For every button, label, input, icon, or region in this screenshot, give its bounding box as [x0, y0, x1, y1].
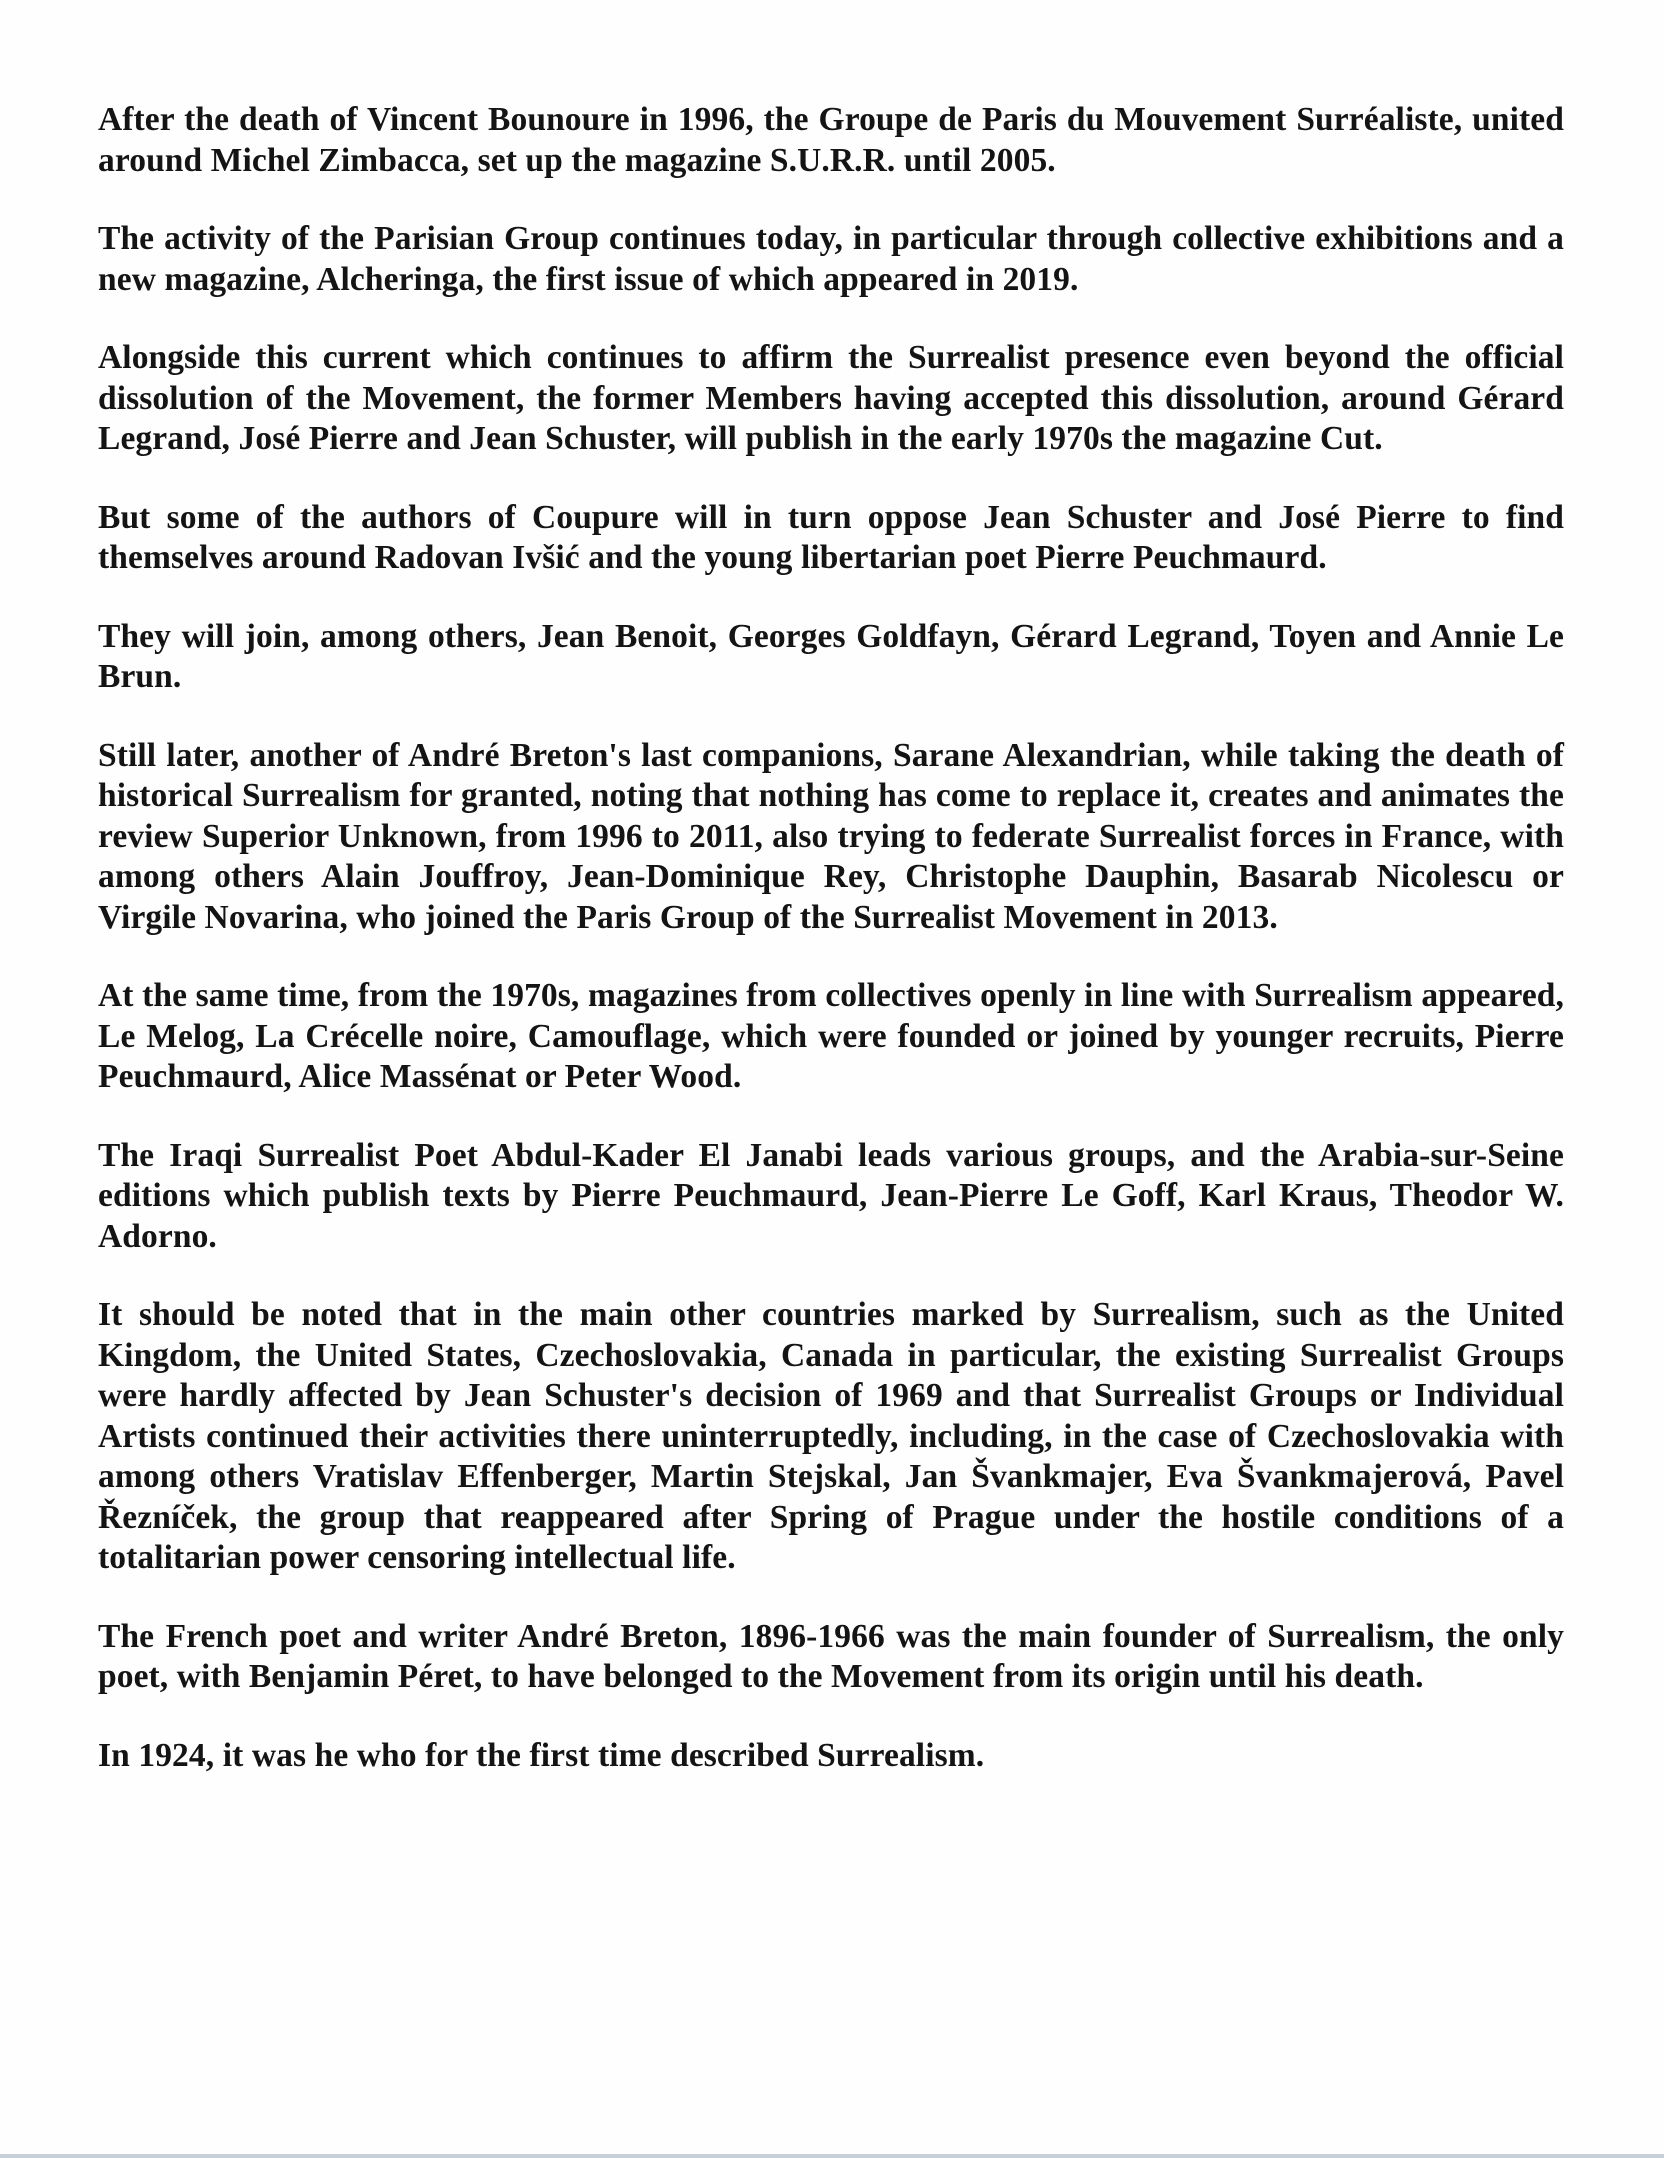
paragraph: But some of the authors of Coupure will in turn oppose Jean Schuster and José Pierre to find themselves around Radovan Ivšić and the young libertarian poet Pierre Peuchmaurd.: [98, 498, 1564, 576]
paragraph: Alongside this current which continues to affirm the Surrealist presence even beyond the official dissolution of the Movement, the former Members having accepted this dissolution, around Gérard Legrand, José Pierre and Jean Schuster, will publish in the early 1970s the magazine Cut.: [98, 339, 1564, 457]
scan-edge-divider: [0, 2154, 1664, 2158]
paragraph: The Iraqi Surrealist Poet Abdul-Kader El Janabi leads various groups, and the Arabia-sur-Seine editions which publish texts by Pierre Peuchmaurd, Jean-Pierre Le Goff, Karl Kraus, Theodor W. Adorno.: [98, 1136, 1564, 1255]
article-body: [98, 100, 1564, 1814]
paragraph: After the death of Vincent Bounoure in 1996, the Groupe de Paris du Mouvement Surréaliste, united around Michel Zimbacca, set up the magazine S.U.R.R. until 2005.: [98, 101, 1564, 179]
paragraph: The French poet and writer André Breton, 1896-1966 was the main founder of Surrealism, the only poet, with Benjamin Péret, to have belonged to the Movement from its origin until his death.: [98, 1617, 1564, 1695]
paragraph: Still later, another of André Breton's last companions, Sarane Alexandrian, while taking the death of historical Surrealism for granted, noting that nothing has come to replace it, creates and animates the review Superior Unknown, from 1996 to 2011, also trying to federate Surrealist forces in France, with among others Alain Jouffroy, Jean-Dominique Rey, Christophe Dauphin, Basarab Nicolescu or Virgile Novarina, who joined the Paris Group of the Surrealist Movement in 2013.: [98, 736, 1564, 936]
paragraph: In 1924, it was he who for the first time described Surrealism.: [98, 1736, 985, 1774]
paragraph: The activity of the Parisian Group continues today, in particular through collective exhibitions and a new magazine, Alcheringa, the first issue of which appeared in 2019.: [98, 220, 1564, 298]
paragraph: It should be noted that in the main other countries marked by Surrealism, such as the United Kingdom, the United States, Czechoslovakia, Canada in particular, the existing Surrealist Groups were hardly affected by Jean Schuster's decision of 1969 and that Surrealist Groups or Individual Artists continued their activities there uninterruptedly, including, in the case of Czechoslovakia with among others Vratislav Effenberger, Martin Stejskal, Jan Švankmajer, Eva Švankmajerová, Pavel Řezníček, the group that reappeared after Spring of Prague under the hostile conditions of a totalitarian power censoring intellectual life.: [98, 1296, 1564, 1576]
paragraph: They will join, among others, Jean Benoit, Georges Goldfayn, Gérard Legrand, Toyen and Annie Le Brun.: [98, 617, 1564, 695]
paragraph: At the same time, from the 1970s, magazines from collectives openly in line with Surrealism appeared, Le Melog, La Crécelle noire, Camouflage, which were founded or joined by younger recruits, Pierre Peuchmaurd, Alice Massénat or Peter Wood.: [98, 977, 1564, 1095]
